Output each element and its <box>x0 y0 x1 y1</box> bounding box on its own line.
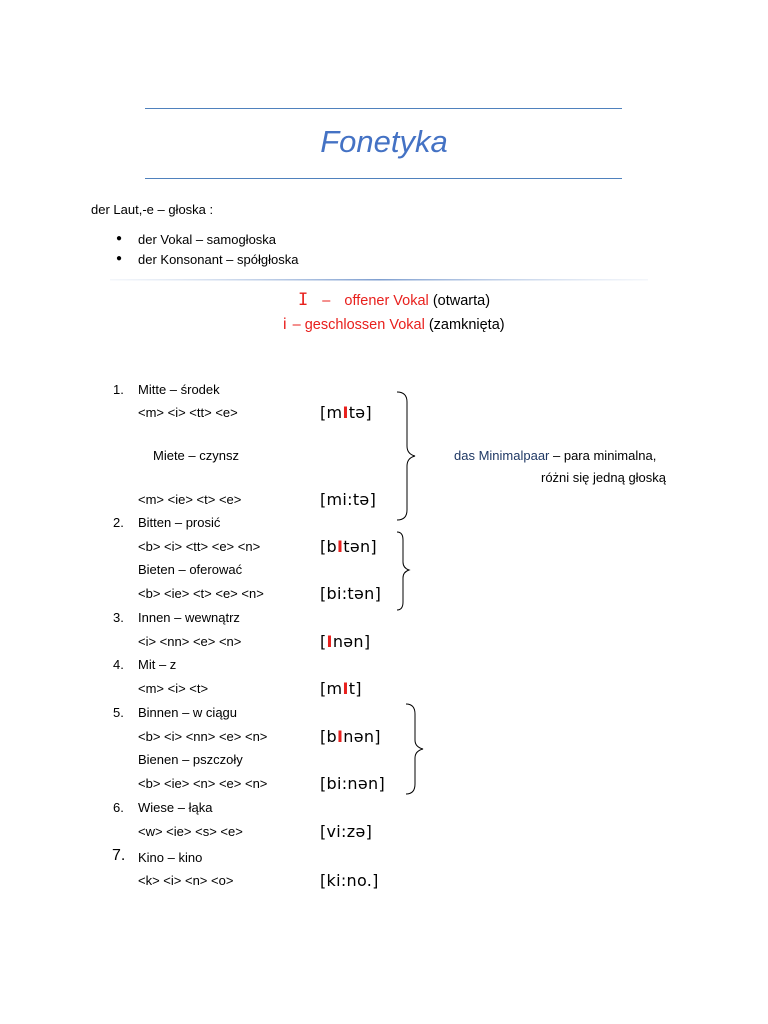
list-number: 3. <box>113 610 124 625</box>
vowel-open-symbol: I <box>298 290 309 310</box>
list-letters: <b> <ie> <t> <e> <n> <box>138 586 264 601</box>
minimal-pair-rest: – para minimalna, <box>553 448 657 463</box>
list-letters: <w> <ie> <s> <e> <box>138 824 243 839</box>
brace-minimal-pair-3 <box>404 702 434 796</box>
list-number: 1. <box>113 382 124 397</box>
vowel-open-dash: – <box>322 293 331 309</box>
vowel-closed-name: geschlossen Vokal <box>304 317 425 333</box>
minimal-pair-term: das Minimalpaar <box>454 448 550 463</box>
list-word: Wiese – łąka <box>138 800 213 815</box>
list-word: Miete – czynsz <box>153 448 239 463</box>
list-number: 5. <box>113 705 124 720</box>
list-ipa: [mItə] <box>320 403 372 422</box>
vowel-open-name: offener Vokal <box>344 293 429 309</box>
vowel-closed-line <box>283 316 505 334</box>
list-ipa: [vi:zə] <box>320 822 373 841</box>
title-top-rule <box>145 108 622 109</box>
intro-heading: der Laut,-e – głoska : <box>91 202 214 217</box>
list-ipa: [ki:no.] <box>320 871 379 890</box>
list-letters: <m> <i> <tt> <e> <box>138 405 238 420</box>
list-ipa: [mi:tə] <box>320 490 377 509</box>
list-letters: <i> <nn> <e> <n> <box>138 634 242 649</box>
section-divider <box>110 279 648 282</box>
list-letters: <m> <ie> <t> <e> <box>138 492 242 507</box>
list-word: Innen – wewnątrz <box>138 610 240 625</box>
list-letters: <k> <i> <n> <o> <box>138 873 234 888</box>
list-word: Binnen – w ciągu <box>138 705 238 720</box>
list-ipa: [bi:nən] <box>320 774 386 793</box>
list-ipa: [bi:tən] <box>320 584 382 603</box>
vowel-open-translation: (otwarta) <box>432 293 491 309</box>
list-word: Bieten – oferować <box>138 562 243 577</box>
list-ipa: [Inən] <box>320 632 371 651</box>
vowel-closed-dash: – <box>292 317 301 333</box>
bullet-item-consonant: der Konsonant – spółgłoska <box>138 252 299 267</box>
list-number: 7. <box>112 847 126 864</box>
minimal-pair-line2: różni się jedną głoską <box>541 470 667 485</box>
brace-minimal-pair-2 <box>395 530 419 612</box>
vowel-closed-symbol: i <box>283 316 287 333</box>
list-letters: <b> <ie> <n> <e> <n> <box>138 776 268 791</box>
list-ipa: [mIt] <box>320 679 362 698</box>
list-ipa: [bItən] <box>320 537 377 556</box>
list-word: Mit – z <box>138 657 177 672</box>
list-word: Bitten – prosić <box>138 515 221 530</box>
title-bottom-rule <box>145 178 622 179</box>
page-title: Fonetyka <box>320 124 448 159</box>
list-number: 2. <box>113 515 124 530</box>
bullet-dot: ● <box>116 233 123 244</box>
vowel-closed-translation: (zamknięta) <box>428 317 505 333</box>
list-word: Mitte – środek <box>138 382 220 397</box>
vowel-open-line <box>298 290 490 310</box>
bullet-dot: ● <box>116 253 123 264</box>
brace-minimal-pair-1 <box>395 390 425 522</box>
list-word: Kino – kino <box>138 850 203 865</box>
list-letters: <b> <i> <nn> <e> <n> <box>138 729 268 744</box>
bullet-item-vowel: der Vokal – samogłoska <box>138 232 277 247</box>
list-word: Bienen – pszczoły <box>138 752 243 767</box>
list-letters: <b> <i> <tt> <e> <n> <box>138 539 261 554</box>
minimal-pair-note <box>454 448 656 463</box>
list-letters: <m> <i> <t> <box>138 681 209 696</box>
list-ipa: [bInən] <box>320 727 381 746</box>
list-number: 6. <box>113 800 124 815</box>
list-number: 4. <box>113 657 124 672</box>
